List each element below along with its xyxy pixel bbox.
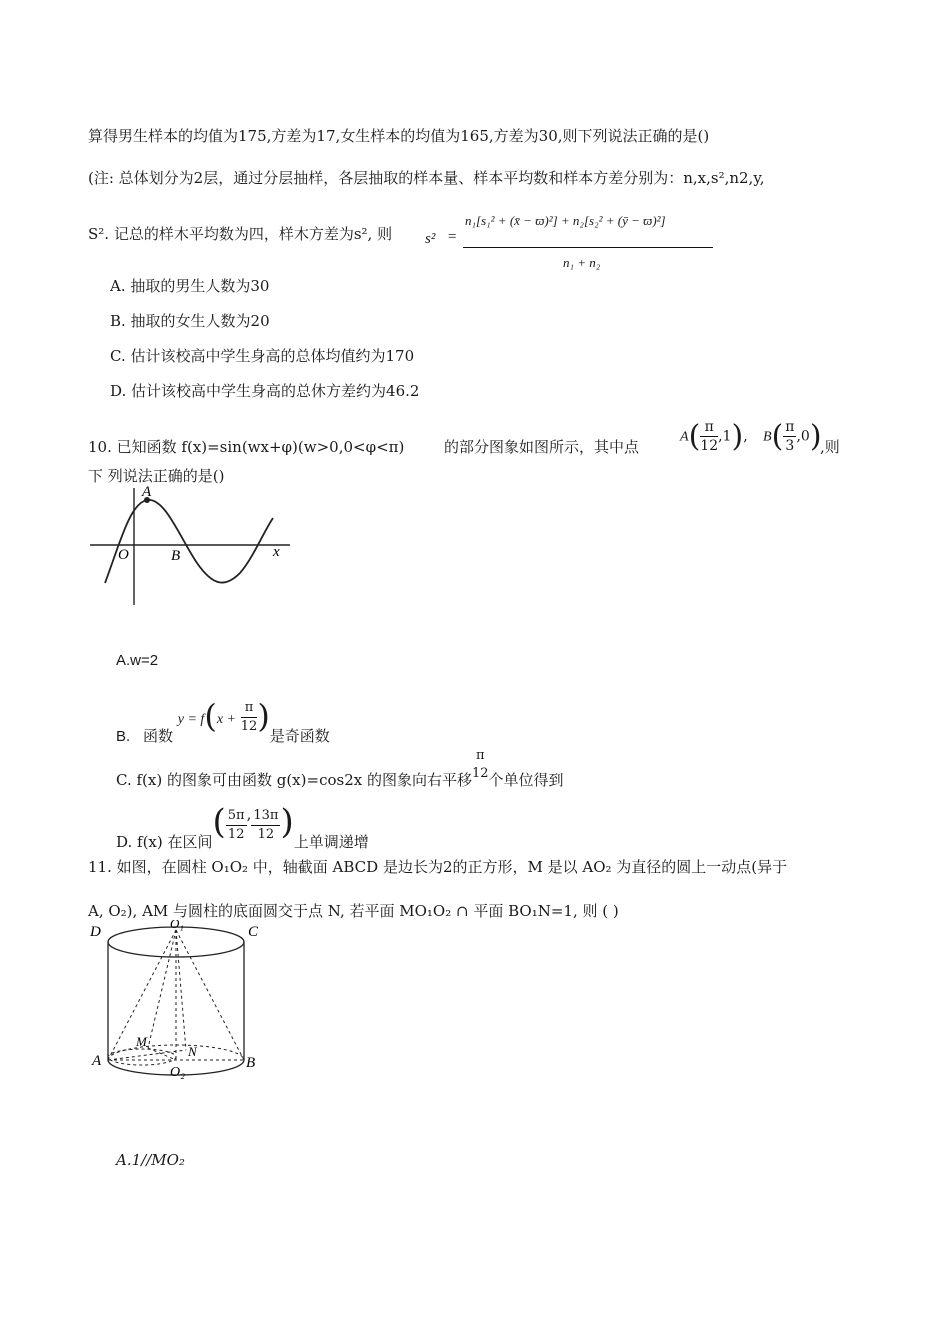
graph-label-o: O	[118, 547, 129, 563]
q9-option-b[interactable]: B. 抽取的女生人数为20	[110, 312, 270, 330]
q10-option-d[interactable]: D. f(x) 在区间( $\frac{5\pi}{12}$ , $\frac{13\pi}{12}$ )上单调递增	[116, 802, 369, 851]
q10-stem-a: 10. 已知函数 f(x)=sin(wx+φ)(w>0,0<φ<π)	[88, 438, 405, 456]
fig-label-o2: O₂	[170, 1065, 185, 1080]
graph-label-b: B	[171, 548, 181, 564]
q11-option-a[interactable]: A.1//MO₂	[116, 1151, 185, 1169]
q9-stem-line1: 算得男生样本的均值为175,方差为17,女生样本的均值为165,方差为30,则下列说法正确的是()	[88, 127, 710, 145]
q10-option-a[interactable]: A.w=2	[116, 652, 159, 669]
q9-stem-line2: (注: 总体划分为2层，通过分层抽样，各层抽取的样本量、样本平均数和样本方差分别为：n,x,s²,n2,y,	[88, 169, 765, 187]
q10-stem-c: ,则	[820, 438, 840, 456]
line-an	[108, 1050, 186, 1060]
q10-option-c[interactable]: C. f(x) 的图象可由函数 g(x)=cos2x 的图象向右平移 π 12 个单位得到	[116, 748, 564, 789]
graph-label-x: x	[273, 544, 280, 560]
formula-fraction-bar	[463, 247, 713, 248]
line-o1m	[148, 930, 176, 1048]
fig-label-m: M	[136, 1034, 147, 1049]
q11-stem-line1: 11. 如图，在圆柱 O₁O₂ 中，轴截面 ABCD 是边长为2的正方形，M 是以 AO₂ 为直径的圆上一动点(异于	[88, 858, 788, 876]
q9-option-a[interactable]: A. 抽取的男生人数为30	[110, 277, 270, 295]
q10-point-b: B( $\frac{\pi}{3}$ ,0)	[763, 419, 822, 454]
formula-denominator: n₁ + n₂	[563, 255, 601, 270]
fig-label-n: N	[188, 1044, 197, 1059]
q10-option-b[interactable]: B. 函数 y = f(x + $\frac{\pi}{12}$ )是奇函数	[116, 697, 330, 745]
q11-stem-line2: A, O₂), AM 与圆柱的底面圆交于点 N, 若平面 MO₁O₂ ∩ 平面 BO₁N=1, 则 ( )	[88, 902, 619, 920]
fig-label-c: C	[248, 924, 259, 940]
q11-cylinder-figure	[86, 920, 266, 1080]
formula-numerator: n₁[s₁² + (x̄ − ϖ)²] + n₂[s₂² + (ȳ − ϖ)²]	[465, 213, 666, 228]
q9-option-c[interactable]: C. 估计该校高中学生身高的总体均值约为170	[110, 347, 415, 365]
fig-label-d: D	[90, 924, 101, 940]
q9-option-d[interactable]: D. 估计该校高中学生身高的总休方差约为46.2	[110, 382, 420, 400]
q9-stem-line3: S². 记总的样木平均数为四，样木方差为s², 则	[88, 225, 393, 243]
q10-sine-graph	[85, 483, 295, 608]
q10-stem-b: 的部分图象如图所示，其中点	[444, 438, 640, 456]
fig-label-b: B	[246, 1055, 256, 1071]
line-o1n	[176, 930, 186, 1050]
formula-lhs: s²	[425, 231, 436, 247]
sine-curve	[105, 500, 273, 583]
fig-label-a: A	[92, 1053, 102, 1069]
small-circle	[108, 1049, 176, 1065]
fig-label-o1: O₁	[170, 920, 184, 931]
q10-point-a: A( $\frac{\pi}{12}$ ,1),	[680, 419, 748, 454]
q9-variance-formula: s² = n₁[s₁² + (x̄ − ϖ)²] + n₂[s₂² + (ȳ − ϖ)²] n₁ + n₂	[425, 205, 715, 275]
q10-stem-line2: 下 列说法正确的是()	[88, 467, 225, 485]
graph-label-a: A	[142, 484, 152, 500]
